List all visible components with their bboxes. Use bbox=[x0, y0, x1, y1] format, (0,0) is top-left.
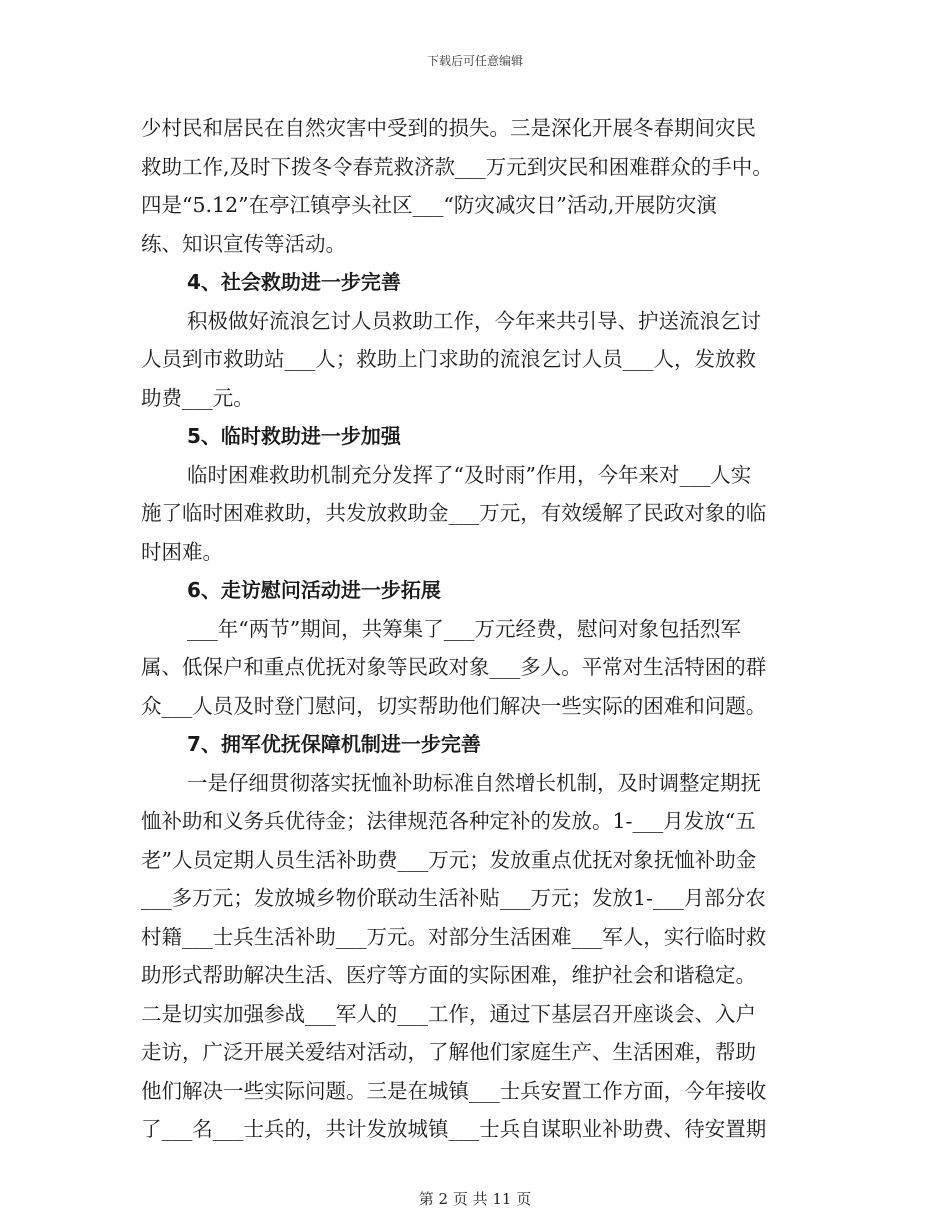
section-heading: 7、拥军优抚保障机制进一步完善 bbox=[187, 732, 481, 756]
body-text-line: 他们解决一些实际问题。三是在城镇___士兵安置工作方面，今年接收 bbox=[141, 1078, 767, 1103]
body-text-line: 救助工作,及时下拨冬令春荒救济款___万元到灾民和困难群众的手中。 bbox=[141, 154, 773, 179]
body-text-line: 恤补助和义务兵优待金；法律规范各种定补的发放。1-___月发放“五 bbox=[141, 809, 756, 833]
section-heading: 5、临时救助进一步加强 bbox=[187, 424, 401, 448]
body-text-line: 人员到市救助站___人；救助上门求助的流浪乞讨人员___人，发放救 bbox=[141, 347, 756, 371]
body-text-line: 施了临时困难救助，共发放救助金___万元，有效缓解了民政对象的临 bbox=[141, 501, 767, 525]
body-text-line: 积极做好流浪乞讨人员救助工作，今年来共引导、护送流浪乞讨 bbox=[187, 308, 761, 333]
page-header: 下载后可任意编辑 bbox=[426, 54, 523, 68]
body-text-line: 四是“5.12”在亭江镇亭头社区___“防灾减灾日”活动,开展防灾演 bbox=[141, 193, 717, 217]
body-text-line: 时困难。 bbox=[141, 539, 223, 564]
body-text-line: 助形式帮助解决生活、医疗等方面的实际困难，维护社会和谐稳定。 bbox=[141, 963, 756, 987]
body-text-line: 临时困难救助机制充分发挥了“及时雨”作用，今年来对___人实 bbox=[187, 462, 752, 487]
body-text-line: 练、知识宣传等活动。 bbox=[141, 231, 346, 256]
body-text-line: 少村民和居民在自然灾害中受到的损失。三是深化开展冬春期间灾民 bbox=[141, 116, 756, 140]
body-text-line: 众___人员及时登门慰问，切实帮助他们解决一些实际的困难和问题。 bbox=[141, 693, 767, 718]
body-text-line: 属、低保户和重点优抚对象等民政对象___多人。平常对生活特困的群 bbox=[141, 655, 767, 679]
section-heading: 6、走访慰问活动进一步拓展 bbox=[187, 578, 441, 602]
section-heading: 4、社会救助进一步完善 bbox=[187, 270, 401, 294]
page-footer: 第 2 页 共 11 页 bbox=[418, 1190, 532, 1208]
body-text-line: 老”人员定期人员生活补助费___万元；发放重点优抚对象抚恤补助金 bbox=[141, 847, 757, 872]
body-text-line: 村籍___士兵生活补助___万元。对部分生活困难___军人，实行临时救 bbox=[141, 924, 767, 949]
body-text-line: ___年“两节”期间，共筹集了___万元经费，慰问对象包括烈军 bbox=[187, 616, 741, 641]
body-text-line: 了___名___士兵的，共计发放城镇___士兵自谋职业补助费、待安置期 bbox=[141, 1117, 767, 1141]
body-text-line: ___多万元；发放城乡物价联动生活补贴___万元；发放1-___月部分农 bbox=[141, 886, 766, 910]
body-text-line: 助费___元。 bbox=[141, 385, 254, 410]
body-text-line: 走访，广泛开展关爱结对活动，了解他们家庭生产、生活困难，帮助 bbox=[141, 1040, 756, 1064]
document-body bbox=[141, 109, 805, 1149]
body-text-line: 一是仔细贯彻落实抚恤补助标准自然增长机制，及时调整定期抚 bbox=[187, 770, 761, 795]
body-text-line: 二是切实加强参战___军人的___工作，通过下基层召开座谈会、入户 bbox=[141, 1001, 756, 1026]
